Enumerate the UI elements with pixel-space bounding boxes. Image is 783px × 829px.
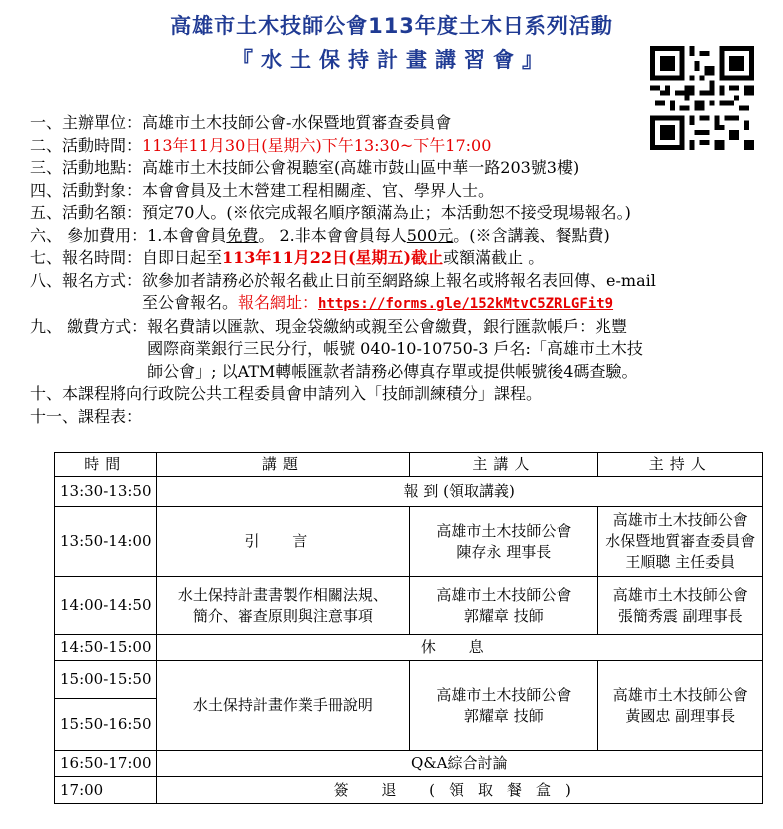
fee-member: 1.本會會員 xyxy=(147,225,227,245)
item-value: 113年11月30日(星期六)下午13:30~下午17:00 xyxy=(142,135,492,155)
event-details xyxy=(30,112,775,428)
time-cell: 13:50-14:00 xyxy=(55,507,157,577)
host-org: 高雄市土木技師公會 xyxy=(612,685,748,704)
fee-nonmember: 。 2.非本會會員每人 xyxy=(258,225,407,245)
topic-cell xyxy=(156,577,410,635)
time-cell: 16:50-17:00 xyxy=(55,751,157,777)
registration-url-label: 報名網址： xyxy=(238,293,319,312)
table-row xyxy=(55,751,763,777)
table-row xyxy=(55,661,763,699)
payment-line: 報名費請以匯款、現金袋繳納或親至公會繳費，銀行匯款帳戶：兆豐 xyxy=(147,316,628,336)
item-value xyxy=(142,270,775,316)
column-header: 主持人 xyxy=(598,453,763,477)
item-fee xyxy=(30,225,775,248)
event-subtitle: 『水土保持計畫講習會』 xyxy=(232,48,551,72)
speaker-name: 郭耀章 技師 xyxy=(463,606,544,625)
host-cell xyxy=(598,661,763,751)
fee-amount: 500元 xyxy=(406,225,454,245)
speaker-cell xyxy=(410,661,598,751)
topic-cell: 水土保持計畫作業手冊說明 xyxy=(156,661,410,751)
table-row xyxy=(55,507,763,577)
time-cell: 14:00-14:50 xyxy=(55,577,157,635)
item-label: 十、 xyxy=(30,384,63,403)
speaker-cell xyxy=(410,577,598,635)
item-registration-method xyxy=(30,270,775,316)
topic-line: 水土保持計畫書製作相關法規、 xyxy=(177,585,388,604)
item-schedule-heading xyxy=(30,406,775,429)
item-credit xyxy=(30,383,775,406)
host-name: 黃國忠 副理事長 xyxy=(625,706,736,725)
activity-cell: 報 到 (領取講義) xyxy=(156,477,762,507)
item-payment xyxy=(30,316,775,384)
item-label: 二、活動時間： xyxy=(30,135,143,155)
schedule-table xyxy=(54,452,763,804)
item-label: 五、活動名額： xyxy=(30,203,143,222)
table-row xyxy=(55,777,763,804)
time-cell: 17:00 xyxy=(55,777,157,804)
table-row xyxy=(55,577,763,635)
activity-cell: 休 息 xyxy=(156,635,762,661)
item-value xyxy=(142,247,775,270)
item-value: 高雄市土木技師公會-水保暨地質審查委員會 xyxy=(142,113,452,132)
host-cell xyxy=(598,507,763,577)
item-label: 四、活動對象： xyxy=(30,180,143,200)
activity-cell: Q&A綜合討論 xyxy=(156,751,762,777)
column-header: 講題 xyxy=(156,453,410,477)
time-cell: 15:50-16:50 xyxy=(55,699,157,751)
speaker-org: 高雄市土木技師公會 xyxy=(436,685,572,704)
host-name: 張簡秀震 副理事長 xyxy=(617,606,743,625)
item-label: 八、報名方式： xyxy=(30,270,143,290)
host-org: 高雄市土木技師公會 xyxy=(612,511,748,529)
item-label: 三、活動地點： xyxy=(30,158,143,177)
registration-deadline: 113年11月22日(星期五)截止 xyxy=(222,248,444,267)
period-start: 自即日起至 xyxy=(142,248,223,267)
method-line: 欲參加者請務必於報名截止日前至網路線上報名或將報名表回傳、e-mail xyxy=(142,270,656,290)
table-row xyxy=(55,635,763,661)
speaker-org: 高雄市土木技師公會 xyxy=(436,585,572,604)
item-quota xyxy=(30,202,775,225)
table-header-row xyxy=(55,453,763,477)
period-end: 或額滿截止 。 xyxy=(443,248,545,267)
activity-cell: 簽 退 (領取餐盒) xyxy=(156,777,762,804)
time-cell: 14:50-15:00 xyxy=(55,635,157,661)
time-cell: 13:30-13:50 xyxy=(55,477,157,507)
item-time xyxy=(30,135,775,158)
item-label: 一、主辦單位： xyxy=(30,113,143,132)
speaker-name: 郭耀章 技師 xyxy=(463,706,544,725)
item-label: 七、報名時間： xyxy=(30,248,143,267)
time-cell: 15:00-15:50 xyxy=(55,661,157,699)
host-org: 高雄市土木技師公會 xyxy=(612,585,748,604)
item-label: 十一、課程表： xyxy=(30,406,143,426)
item-value: 高雄市土木技師公會視聽室(高雄市鼓山區中華一路203號3樓) xyxy=(142,158,580,177)
speaker-org: 高雄市土木技師公會 xyxy=(436,521,572,540)
item-location xyxy=(30,157,775,180)
table-row xyxy=(55,477,763,507)
host-cell xyxy=(598,577,763,635)
item-value: 本課程將向行政院公共工程委員會申請列入「技師訓練積分」課程。 xyxy=(62,384,543,403)
registration-link[interactable]: https://forms.gle/152kMtvC5ZRLGFit9 xyxy=(318,296,614,312)
speaker-name: 陳存永 理事長 xyxy=(456,542,552,561)
method-line: 至公會報名。 xyxy=(142,293,239,312)
item-value xyxy=(147,225,775,248)
fee-note: 。(※含講義、餐點費) xyxy=(453,225,610,245)
topic-cell: 引 言 xyxy=(156,507,410,577)
item-label: 九、 繳費方式： xyxy=(30,316,148,336)
item-value: 本會會員及土木營建工程相關產、官、學界人士。 xyxy=(142,180,495,200)
speaker-cell xyxy=(410,507,598,577)
column-header: 主講人 xyxy=(410,453,598,477)
payment-line: 國際商業銀行三民分行，帳號 040-10-10750-3 戶名:「高雄市土木技 xyxy=(147,339,643,358)
payment-line: 師公會」; 以ATM轉帳匯款者請務必傳真存單或提供帳號後4碼查驗。 xyxy=(147,361,638,381)
item-value xyxy=(147,316,775,384)
column-header: 時間 xyxy=(55,453,157,477)
item-organizer xyxy=(30,112,775,135)
item-audience xyxy=(30,180,775,203)
fee-free: 免費 xyxy=(226,225,259,245)
item-registration-period xyxy=(30,247,775,270)
item-value: 預定70人。(※依完成報名順序額滿為止；本活動恕不接受現場報名。) xyxy=(142,203,631,222)
host-committee: 水保暨地質審查委員會 xyxy=(605,532,756,550)
host-name: 王順聰 主任委員 xyxy=(625,553,736,571)
event-title: 高雄市土木技師公會113年度土木日系列活動 xyxy=(170,14,613,38)
topic-line: 簡介、審查原則與注意事項 xyxy=(192,606,373,625)
item-label: 六、 參加費用： xyxy=(30,225,148,245)
